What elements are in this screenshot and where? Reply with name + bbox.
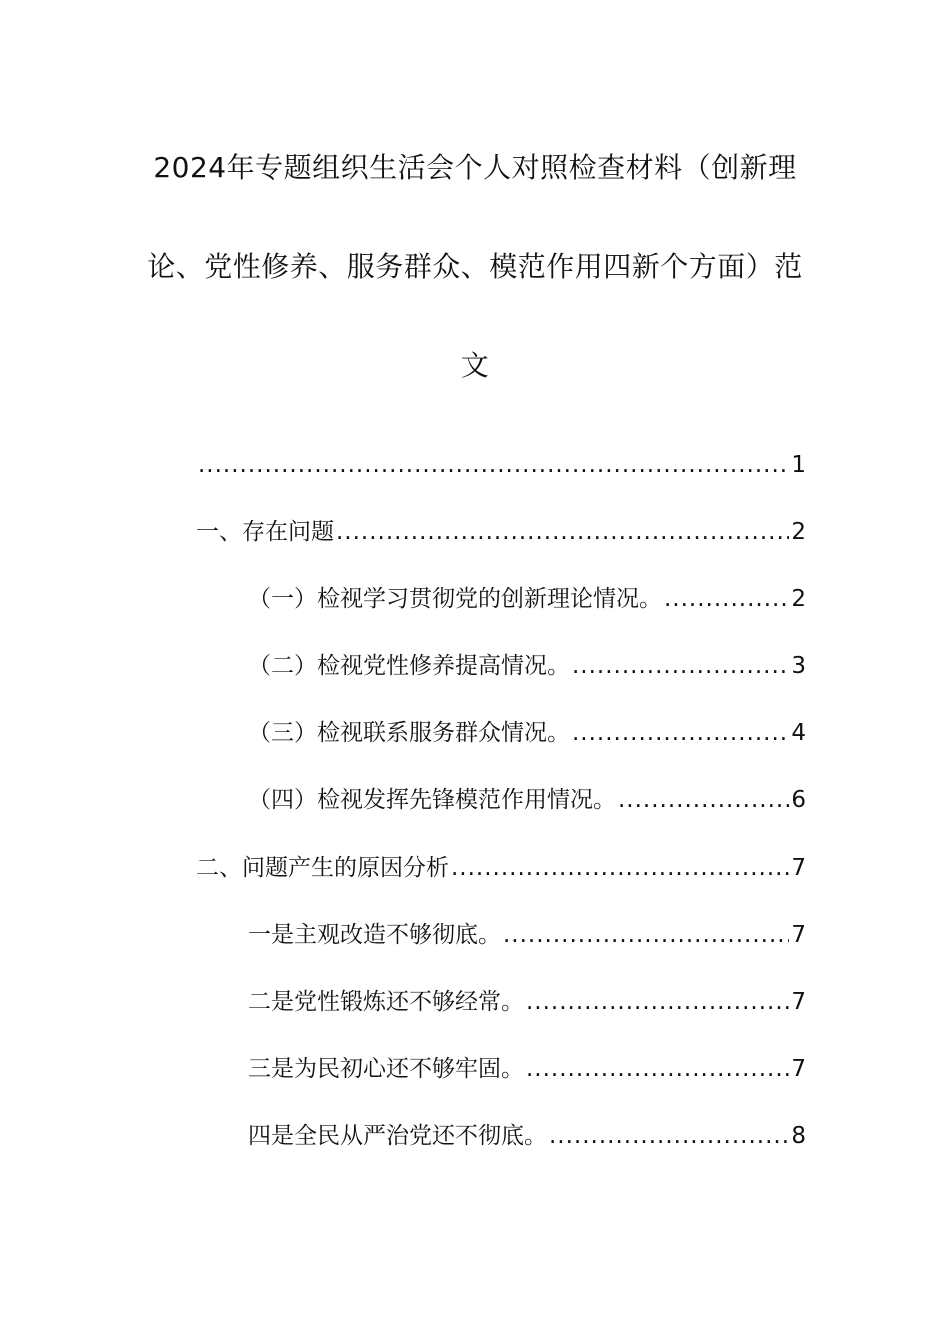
toc-entry-page: 7 xyxy=(791,1055,806,1082)
toc-entry-page: 7 xyxy=(791,854,806,881)
toc-entry-7[interactable] xyxy=(196,910,806,977)
toc-entry-label: （三）检视联系服务群众情况。 xyxy=(248,720,570,747)
toc-dot-leader xyxy=(572,708,789,758)
toc-entry-page: 3 xyxy=(791,653,806,680)
toc-entry-page: 7 xyxy=(791,988,806,1015)
title-line-3: 文 xyxy=(460,349,490,382)
toc-dot-leader xyxy=(198,440,789,490)
toc-entry-label: 二是党性锻炼还不够经常。 xyxy=(248,988,524,1015)
toc-entry-label: （一）检视学习贯彻党的创新理论情况。 xyxy=(248,586,662,613)
toc-entry-label: 一是主观改造不够彻底。 xyxy=(248,921,501,948)
toc-entry-page: 8 xyxy=(791,1122,806,1149)
toc-entry-0[interactable] xyxy=(196,440,806,507)
toc-entry-8[interactable] xyxy=(196,977,806,1044)
toc-entry-3[interactable] xyxy=(196,641,806,708)
toc-dot-leader xyxy=(572,641,789,691)
toc-entry-9[interactable] xyxy=(196,1044,806,1111)
toc-entry-label: （四）检视发挥先锋模范作用情况。 xyxy=(248,787,616,814)
toc-entry-page: 4 xyxy=(791,720,806,747)
toc-dot-leader xyxy=(618,775,789,825)
toc-entry-label: 二、问题产生的原因分析 xyxy=(196,854,449,881)
toc-dot-leader xyxy=(503,910,789,960)
toc-dot-leader xyxy=(451,843,789,893)
title-line-1: 2024年专题组织生活会个人对照检查材料（创新理 xyxy=(153,151,797,184)
toc-entry-4[interactable] xyxy=(196,708,806,775)
toc-dot-leader xyxy=(549,1111,789,1161)
toc-entry-6[interactable] xyxy=(196,843,806,910)
toc-entry-page: 2 xyxy=(791,519,806,546)
toc-entry-label: 四是全民从严治党还不彻底。 xyxy=(248,1122,547,1149)
toc-entry-5[interactable] xyxy=(196,775,806,842)
table-of-contents xyxy=(196,440,806,1178)
toc-entry-label: 三是为民初心还不够牢固。 xyxy=(248,1055,524,1082)
toc-entry-page: 7 xyxy=(791,921,806,948)
toc-entry-page: 2 xyxy=(791,586,806,613)
toc-entry-2[interactable] xyxy=(196,574,806,641)
document-title xyxy=(140,118,810,415)
toc-entry-page: 6 xyxy=(791,787,806,814)
toc-dot-leader xyxy=(526,977,789,1027)
toc-entry-10[interactable] xyxy=(196,1111,806,1178)
toc-entry-1[interactable] xyxy=(196,507,806,574)
toc-dot-leader xyxy=(664,574,789,624)
toc-entry-page: 1 xyxy=(791,452,806,478)
toc-entry-label: 一、存在问题 xyxy=(196,519,334,546)
title-line-2: 论、党性修养、服务群众、模范作用四新个方面）范 xyxy=(147,250,803,283)
toc-dot-leader xyxy=(526,1044,789,1094)
toc-entry-label: （二）检视党性修养提高情况。 xyxy=(248,653,570,680)
toc-dot-leader xyxy=(336,507,789,557)
